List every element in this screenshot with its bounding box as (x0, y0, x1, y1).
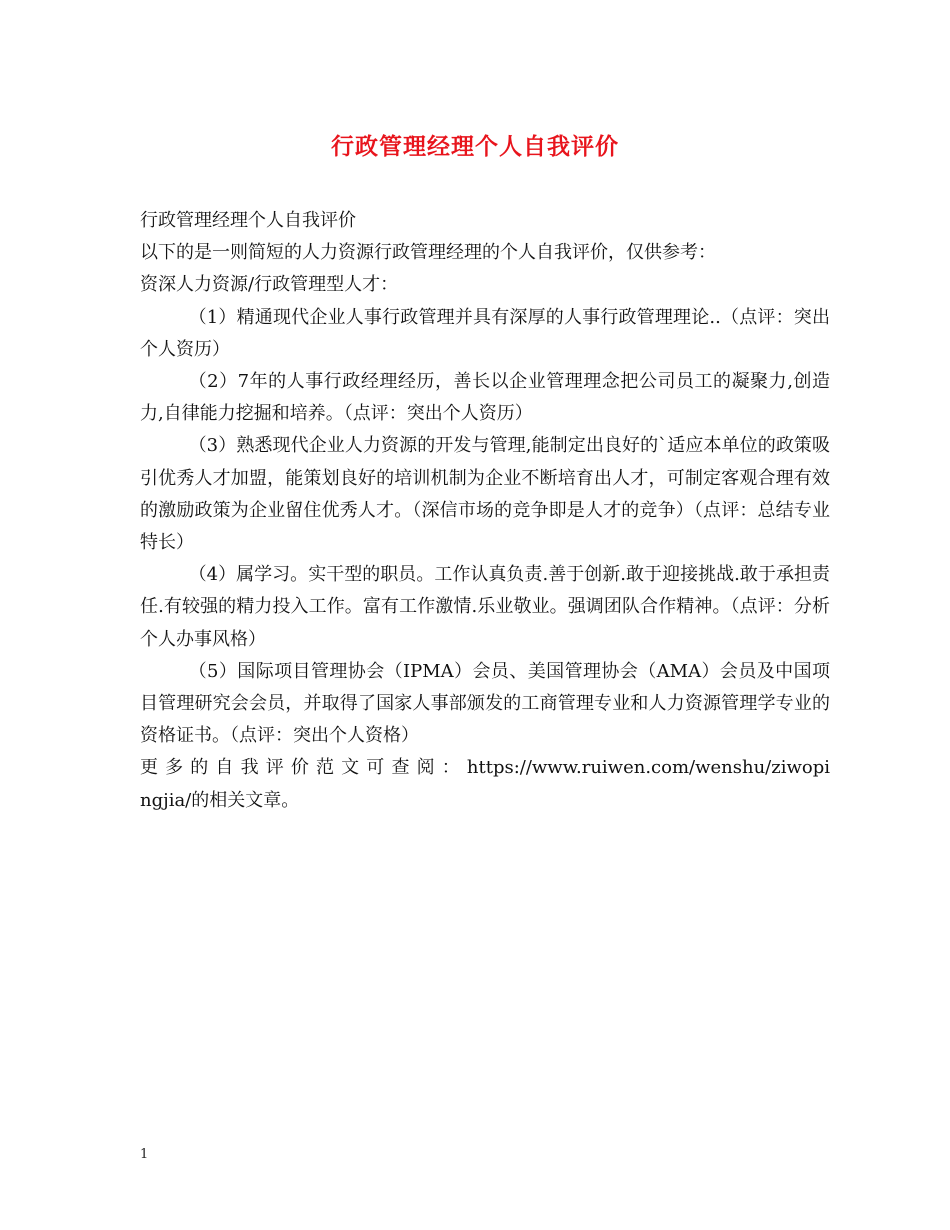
more-suffix: 的相关文章。 (191, 789, 300, 811)
subtitle: 行政管理经理个人自我评价 (140, 210, 356, 231)
document-title: 行政管理经理个人自我评价 (331, 133, 619, 160)
document-body (140, 205, 830, 817)
list-item-5: （5）国际项目管理协会（IPMA）会员、美国管理协会（AMA）会员及中国项目管理研究会会员，并取得了国家人事部颁发的工商管理专业和人力资源管理学专业的资格证书。（点评：突出个人资格） (140, 660, 830, 747)
more-link[interactable]: https://www.ruiwen.com/wenshu/ziwopingjia/ (140, 757, 830, 811)
list-item-4: （4）属学习。实干型的职员。工作认真负责.善于创新.敢于迎接挑战.敢于承担责任.有较强的精力投入工作。富有工作激情.乐业敬业。强调团队合作精神。（点评：分析个人办事风格） (140, 564, 830, 650)
list-item-3: （3）熟悉现代企业人力资源的开发与管理,能制定出良好的`适应本单位的政策吸引优秀人才加盟，能策划良好的培训机制为企业不断培育出人才，可制定客观合理有效的激励政策为企业留住优秀人才。（深信市场的竞争即是人才的竞争）（点评：总结专业特长） (140, 435, 830, 554)
more-prefix: 更多的自我评价范文可查阅： (140, 757, 467, 779)
page-number: 1 (140, 1147, 149, 1162)
intro-paragraph: 以下的是一则简短的人力资源行政管理经理的个人自我评价，仅供参考： (140, 242, 716, 264)
list-item-1: （1）精通现代企业人事行政管理并具有深厚的人事行政管理理论..（点评：突出个人资历） (140, 306, 830, 360)
list-item-2: （2）7年的人事行政经理经历，善长以企业管理理念把公司员工的凝聚力,创造力,自律能力挖掘和培养。（点评：突出个人资历） (140, 371, 830, 425)
section-heading: 资深人力资源/行政管理型人才： (140, 274, 399, 296)
more-reference-paragraph (140, 752, 830, 816)
